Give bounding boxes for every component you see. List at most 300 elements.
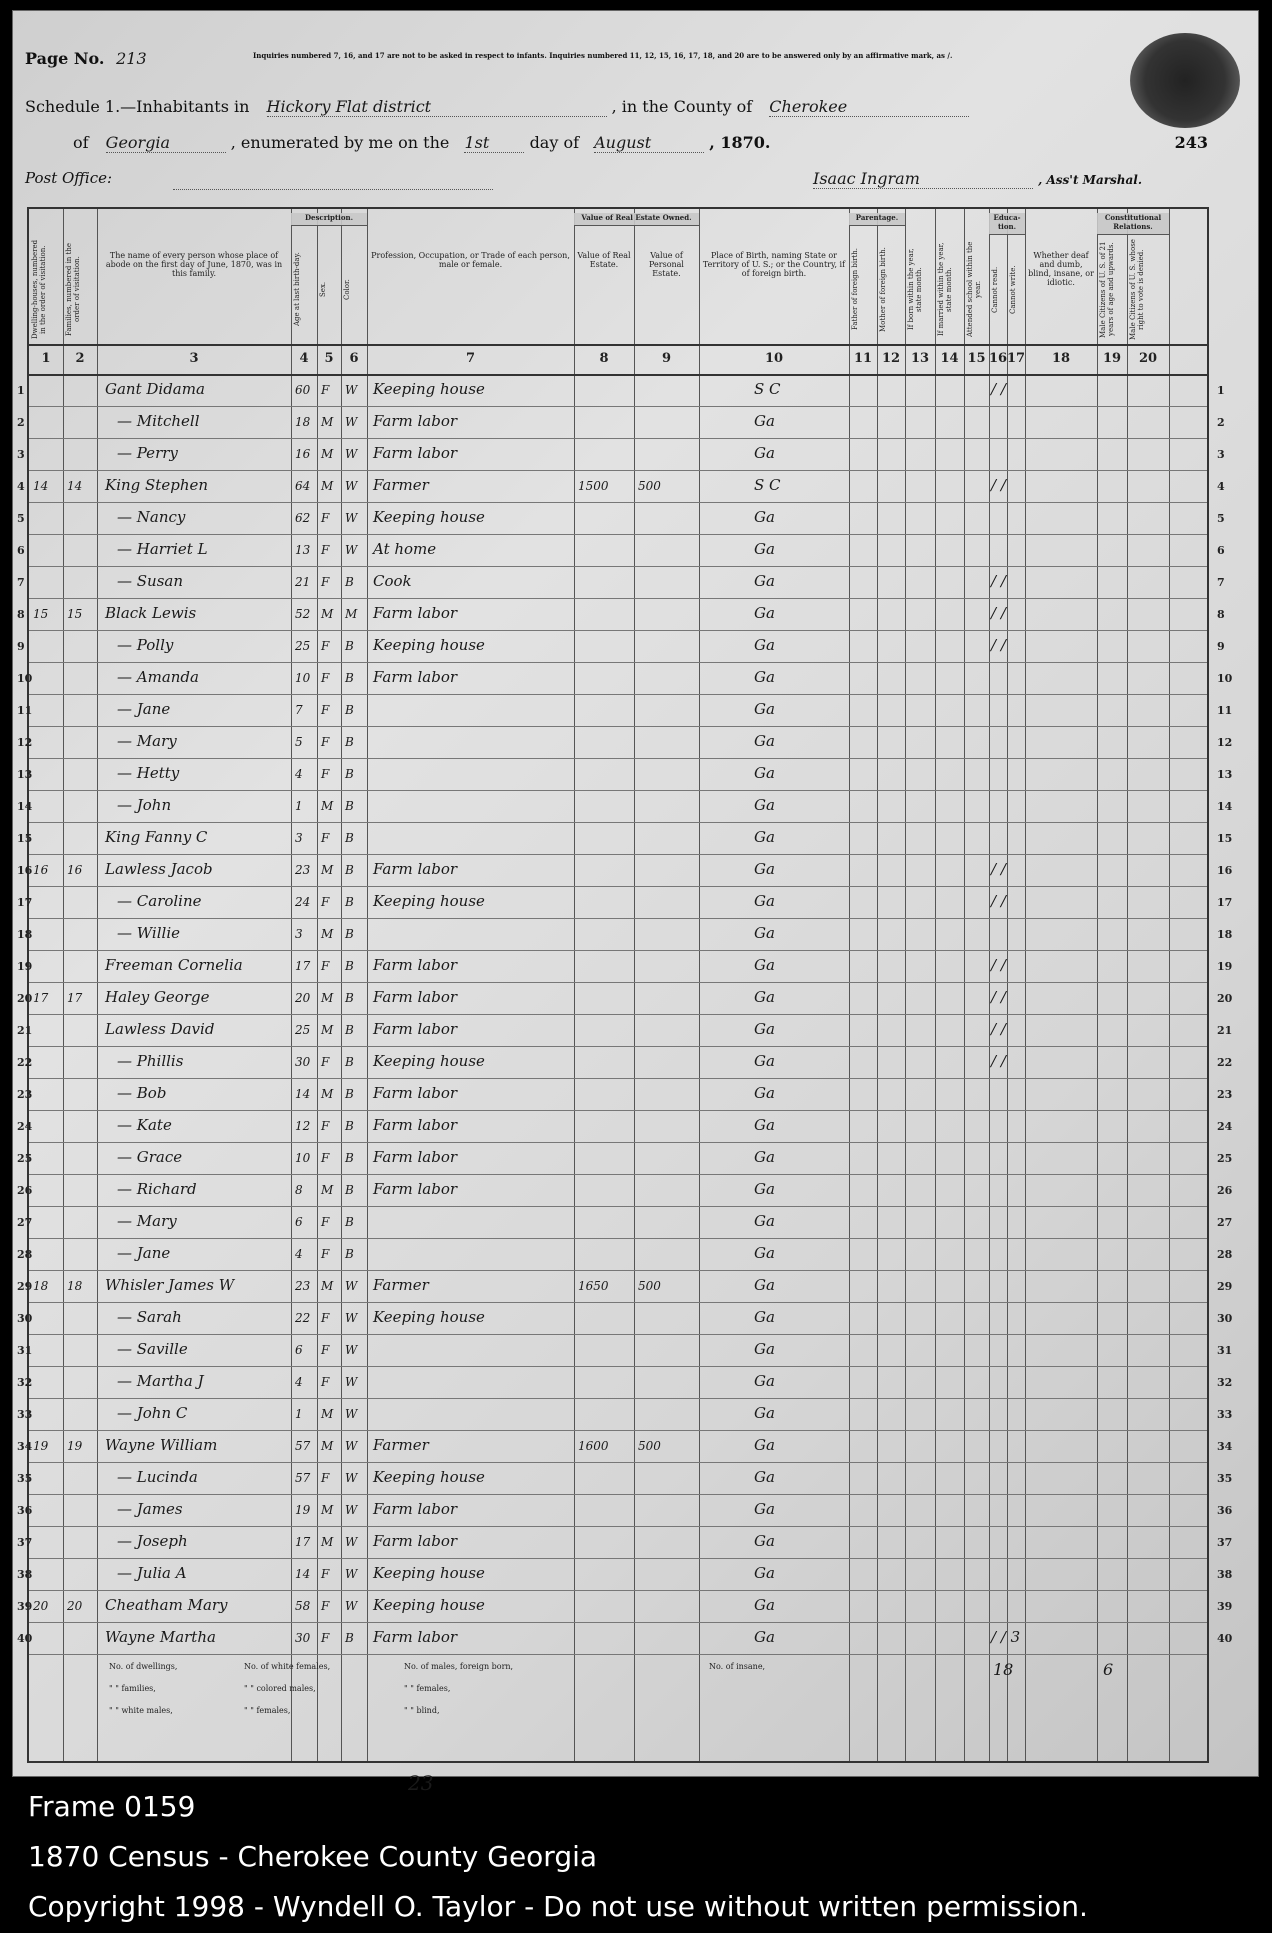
age: 19 <box>295 1503 311 1517</box>
column-group-label: Parentage. <box>849 213 905 226</box>
occupation: Farm labor <box>373 956 458 974</box>
person-name: — Sarah <box>117 1308 182 1326</box>
age: 12 <box>295 1119 311 1133</box>
age: 18 <box>295 415 311 429</box>
age: 21 <box>295 575 311 589</box>
color: B <box>345 927 354 941</box>
person-name: — Bob <box>117 1084 167 1102</box>
schedule-prefix: Schedule 1.—Inhabitants in <box>25 97 250 116</box>
table-row <box>29 790 1207 822</box>
sex: F <box>321 511 330 525</box>
table-row <box>29 566 1207 598</box>
sex: F <box>321 1375 330 1389</box>
line-number: 24 <box>1217 1120 1233 1133</box>
table-row <box>29 1494 1207 1526</box>
line-number: 31 <box>1217 1344 1233 1357</box>
table-row <box>29 1142 1207 1174</box>
age: 57 <box>295 1471 311 1485</box>
age: 17 <box>295 1535 311 1549</box>
table-row <box>29 1462 1207 1494</box>
person-name: — Nancy <box>117 508 186 526</box>
enumeration-line <box>73 133 770 153</box>
table-row <box>29 630 1207 662</box>
color: B <box>345 1119 354 1133</box>
color: B <box>345 895 354 909</box>
column-header: Age at last birth-day. <box>293 252 301 327</box>
person-name: — Phillis <box>117 1052 184 1070</box>
day-field: 1st <box>464 133 524 153</box>
sex: F <box>321 1599 330 1613</box>
age: 10 <box>295 1151 311 1165</box>
color: B <box>345 1023 354 1037</box>
summary-label: " " blind, <box>404 1706 440 1715</box>
day-of-label: day of <box>529 133 580 152</box>
age: 14 <box>295 1567 311 1581</box>
birthplace: Ga <box>754 1180 775 1198</box>
color: W <box>345 1535 358 1549</box>
person-name: Wayne Martha <box>105 1628 216 1646</box>
education-marks: / / <box>991 860 1006 878</box>
person-name: Freeman Cornelia <box>105 956 243 974</box>
column-number: 13 <box>910 351 930 366</box>
person-name: — Hetty <box>117 764 180 782</box>
line-number: 7 <box>1217 576 1225 589</box>
person-name: — Richard <box>117 1180 197 1198</box>
birthplace: Ga <box>754 1596 775 1614</box>
age: 16 <box>295 447 311 461</box>
person-name: King Fanny C <box>105 828 208 846</box>
footer-copyright: Copyright 1998 - Wyndell O. Taylor - Do not use without written permission. <box>28 1890 1088 1923</box>
column-number: 4 <box>299 351 309 366</box>
person-name: — Amanda <box>117 668 199 686</box>
table-row <box>29 886 1207 918</box>
age: 24 <box>295 895 311 909</box>
education-marks: / / <box>991 892 1006 910</box>
color: W <box>345 1343 358 1357</box>
district-field: Hickory Flat district <box>267 97 607 117</box>
post-office-field <box>173 189 493 190</box>
line-number: 9 <box>1217 640 1225 653</box>
color: W <box>345 415 358 429</box>
line-number: 22 <box>1217 1056 1233 1069</box>
person-name: Black Lewis <box>105 604 197 622</box>
column-number: 20 <box>1138 351 1158 366</box>
column-header: If born within the year, state month. <box>907 248 923 331</box>
sex: M <box>321 1503 334 1517</box>
line-number: 5 <box>1217 512 1225 525</box>
birthplace: Ga <box>754 1468 775 1486</box>
sex: F <box>321 703 330 717</box>
line-number: 12 <box>17 736 33 749</box>
column-number: 12 <box>881 351 901 366</box>
line-number: 23 <box>17 1088 33 1101</box>
birthplace: Ga <box>754 604 775 622</box>
age: 64 <box>295 479 311 493</box>
column-number: 2 <box>75 351 85 366</box>
occupation: Farmer <box>373 1276 429 1294</box>
table-row <box>29 1206 1207 1238</box>
occupation: Keeping house <box>373 892 485 910</box>
sex: F <box>321 831 330 845</box>
county-prefix: , in the County of <box>611 97 753 116</box>
birthplace: Ga <box>754 732 775 750</box>
line-number: 21 <box>1217 1024 1233 1037</box>
person-name: — Mary <box>117 1212 177 1230</box>
sex: F <box>321 575 330 589</box>
line-number: 2 <box>1217 416 1225 429</box>
line-number: 31 <box>17 1344 33 1357</box>
table-row <box>29 1270 1207 1302</box>
footer-title: 1870 Census - Cherokee County Georgia <box>28 1840 598 1873</box>
sex: M <box>321 1535 334 1549</box>
age: 6 <box>295 1343 303 1357</box>
birthplace: Ga <box>754 1020 775 1038</box>
column-number: 16 <box>989 351 1008 366</box>
birthplace: Ga <box>754 1372 775 1390</box>
age: 25 <box>295 1023 311 1037</box>
occupation: Farm labor <box>373 988 458 1006</box>
line-number: 8 <box>1217 608 1225 621</box>
birthplace: Ga <box>754 540 775 558</box>
summary-tally: 18 <box>993 1660 1014 1679</box>
column-header: Sex. <box>319 281 327 298</box>
occupation: Keeping house <box>373 1596 485 1614</box>
line-number: 29 <box>17 1280 33 1293</box>
line-number: 13 <box>1217 768 1233 781</box>
line-number: 14 <box>17 800 33 813</box>
table-row <box>29 1430 1207 1462</box>
age: 7 <box>295 703 303 717</box>
sex: F <box>321 1471 330 1485</box>
person-name: — John C <box>117 1404 188 1422</box>
birthplace: Ga <box>754 1404 775 1422</box>
table-row <box>29 1334 1207 1366</box>
sex: M <box>321 479 334 493</box>
sex: F <box>321 735 330 749</box>
birthplace: Ga <box>754 988 775 1006</box>
personal-estate-value: 500 <box>638 479 661 493</box>
sex: F <box>321 959 330 973</box>
person-name: — Harriet L <box>117 540 208 558</box>
footer-frame: Frame 0159 <box>28 1790 196 1823</box>
enumerated-prefix: , enumerated by me on the <box>230 133 450 152</box>
sex: F <box>321 671 330 685</box>
line-number: 19 <box>17 960 33 973</box>
birthplace: Ga <box>754 796 775 814</box>
table-row <box>29 438 1207 470</box>
person-name: — Jane <box>117 700 171 718</box>
color: B <box>345 575 354 589</box>
column-number: 10 <box>764 351 784 366</box>
age: 60 <box>295 383 311 397</box>
line-number: 33 <box>17 1408 33 1421</box>
education-marks: / / <box>991 380 1006 398</box>
age: 4 <box>295 767 303 781</box>
column-number: 19 <box>1102 351 1122 366</box>
occupation: Farm labor <box>373 1116 458 1134</box>
line-number: 18 <box>17 928 33 941</box>
color: B <box>345 767 354 781</box>
summary-label: No. of dwellings, <box>109 1662 178 1671</box>
line-number: 20 <box>1217 992 1233 1005</box>
birthplace: Ga <box>754 700 775 718</box>
education-marks: / / <box>991 476 1006 494</box>
sex: F <box>321 1215 330 1229</box>
state-field: Georgia <box>106 133 226 153</box>
sex: M <box>321 415 334 429</box>
education-marks: / / <box>991 604 1006 622</box>
line-number: 36 <box>1217 1504 1233 1517</box>
line-number: 12 <box>1217 736 1233 749</box>
real-estate-value: 1650 <box>578 1279 609 1293</box>
line-number: 23 <box>1217 1088 1233 1101</box>
birthplace: Ga <box>754 892 775 910</box>
table-row <box>29 502 1207 534</box>
column-group-label: Value of Real Estate Owned. <box>574 213 699 226</box>
age: 4 <box>295 1247 303 1261</box>
instruction-note: Inquiries numbered 7, 16, and 17 are not to be asked in respect to infants. Inquiries numbered 11, 12, 15, 16, 17, 18, and 20 are to be answered only by an affirmative mark, as /. <box>253 51 953 60</box>
occupation: Farm labor <box>373 444 458 462</box>
color: W <box>345 383 358 397</box>
occupation: Farmer <box>373 476 429 494</box>
sex: F <box>321 1055 330 1069</box>
table-row <box>29 662 1207 694</box>
column-header: Profession, Occupation, or Trade of each person, male or female. <box>371 251 570 269</box>
age: 30 <box>295 1631 311 1645</box>
birthplace: Ga <box>754 1628 775 1646</box>
column-header: Value of Personal Estate. <box>649 251 684 278</box>
column-number: 9 <box>661 351 672 366</box>
family-number: 14 <box>67 479 83 493</box>
table-row <box>29 1526 1207 1558</box>
page-number: 213 <box>116 49 147 68</box>
age: 20 <box>295 991 311 1005</box>
line-number: 30 <box>1217 1312 1233 1325</box>
dwelling-number: 15 <box>33 607 49 621</box>
line-number: 29 <box>1217 1280 1233 1293</box>
person-name: — Lucinda <box>117 1468 198 1486</box>
real-estate-value: 1500 <box>578 479 609 493</box>
occupation: Keeping house <box>373 1468 485 1486</box>
age: 52 <box>295 607 311 621</box>
sex: F <box>321 1343 330 1357</box>
occupation: Keeping house <box>373 1564 485 1582</box>
column-header: Cannot write. <box>1009 265 1017 314</box>
line-number: 14 <box>1217 800 1233 813</box>
occupation: Farm labor <box>373 1084 458 1102</box>
column-header: The name of every person whose place of abode on the first day of June, 1870, was in this family. <box>105 251 283 278</box>
age: 3 <box>295 927 303 941</box>
table-row <box>29 1110 1207 1142</box>
column-number: 3 <box>189 351 199 366</box>
table-row <box>29 1622 1207 1654</box>
birthplace: Ga <box>754 1436 775 1454</box>
table-row <box>29 470 1207 502</box>
person-name: Lawless Jacob <box>105 860 213 878</box>
person-name: — Grace <box>117 1148 183 1166</box>
line-number: 22 <box>17 1056 33 1069</box>
column-number: 1 <box>41 351 51 366</box>
family-number: 16 <box>67 863 83 877</box>
table-row <box>29 1014 1207 1046</box>
occupation: Keeping house <box>373 508 485 526</box>
color: W <box>345 1439 358 1453</box>
age: 22 <box>295 1311 311 1325</box>
birthplace: S C <box>754 380 781 398</box>
color: W <box>345 511 358 525</box>
year-label: , 1870. <box>709 133 771 152</box>
column-header: Mother of foreign birth. <box>879 247 887 332</box>
column-number: 15 <box>967 351 986 366</box>
person-name: — Mitchell <box>117 412 200 430</box>
sex: M <box>321 1279 334 1293</box>
age: 5 <box>295 735 303 749</box>
column-group-label: Description. <box>291 213 367 226</box>
personal-estate-value: 500 <box>638 1439 661 1453</box>
occupation: Cook <box>373 572 412 590</box>
line-number: 24 <box>17 1120 33 1133</box>
table-row <box>29 1558 1207 1590</box>
occupation: Farm labor <box>373 1532 458 1550</box>
column-header: Father of foreign birth. <box>851 248 859 331</box>
occupation: Farm labor <box>373 1148 458 1166</box>
personal-estate-value: 500 <box>638 1279 661 1293</box>
birthplace: Ga <box>754 668 775 686</box>
age: 6 <box>295 1215 303 1229</box>
birthplace: Ga <box>754 956 775 974</box>
table-row <box>29 918 1207 950</box>
table-row <box>29 598 1207 630</box>
birthplace: Ga <box>754 1148 775 1166</box>
sex: M <box>321 1183 334 1197</box>
column-header: Cannot read. <box>991 266 999 313</box>
person-name: — Willie <box>117 924 180 942</box>
occupation: Keeping house <box>373 380 485 398</box>
family-number: 15 <box>67 607 83 621</box>
table-row <box>29 374 1207 406</box>
summary-label: " " white males, <box>109 1706 173 1715</box>
color: B <box>345 799 354 813</box>
line-number: 15 <box>1217 832 1233 845</box>
person-name: — Kate <box>117 1116 172 1134</box>
table-row <box>29 982 1207 1014</box>
birthplace: Ga <box>754 508 775 526</box>
color: B <box>345 991 354 1005</box>
education-marks: / / <box>991 572 1006 590</box>
line-number: 10 <box>1217 672 1233 685</box>
line-number: 3 <box>17 448 25 461</box>
education-marks: / / <box>991 956 1006 974</box>
color: W <box>345 447 358 461</box>
table-row <box>29 1398 1207 1430</box>
table-row <box>29 1302 1207 1334</box>
post-office-label: Post Office: <box>25 169 113 187</box>
occupation: Farmer <box>373 1436 429 1454</box>
birthplace: Ga <box>754 860 775 878</box>
sex: F <box>321 1567 330 1581</box>
line-number: 18 <box>1217 928 1233 941</box>
column-header: Male Citizens of U. S. whose right to vote is denied. <box>1129 239 1145 340</box>
occupation: Farm labor <box>373 1180 458 1198</box>
age: 13 <box>295 543 311 557</box>
table-row <box>29 1366 1207 1398</box>
age: 23 <box>295 863 311 877</box>
family-number: 20 <box>67 1599 83 1613</box>
birthplace: Ga <box>754 1340 775 1358</box>
line-number: 17 <box>1217 896 1233 909</box>
line-number: 1 <box>1217 384 1225 397</box>
line-number: 4 <box>1217 480 1225 493</box>
education-marks: / / <box>991 636 1006 654</box>
color: W <box>345 543 358 557</box>
person-name: Cheatham Mary <box>105 1596 228 1614</box>
table-row <box>29 758 1207 790</box>
person-name: — John <box>117 796 172 814</box>
line-number: 10 <box>17 672 33 685</box>
column-header: Whether deaf and dumb, blind, insane, or idiotic. <box>1028 251 1094 287</box>
line-number: 6 <box>1217 544 1225 557</box>
person-name: — Joseph <box>117 1532 188 1550</box>
occupation: Farm labor <box>373 604 458 622</box>
person-name: — Jane <box>117 1244 171 1262</box>
column-header: Families, numbered in the order of visitation. <box>65 243 81 337</box>
table-row <box>29 1590 1207 1622</box>
column-number: 17 <box>1007 351 1026 366</box>
sex: M <box>321 1023 334 1037</box>
line-number: 6 <box>17 544 25 557</box>
column-header: Male Citizens of U. S. of 21 years of age and upwards. <box>1099 241 1115 338</box>
sex: F <box>321 1119 330 1133</box>
color: B <box>345 1215 354 1229</box>
line-number: 35 <box>1217 1472 1233 1485</box>
age: 14 <box>295 1087 311 1101</box>
column-group-label: Educa-tion. <box>989 213 1025 235</box>
line-number: 30 <box>17 1312 33 1325</box>
sex: M <box>321 1087 334 1101</box>
table-row <box>29 694 1207 726</box>
table-row <box>29 1046 1207 1078</box>
line-number: 16 <box>17 864 33 877</box>
line-number: 32 <box>17 1376 33 1389</box>
dwelling-number: 17 <box>33 991 49 1005</box>
age: 1 <box>295 799 303 813</box>
birthplace: Ga <box>754 1084 775 1102</box>
color: B <box>345 863 354 877</box>
state-prefix: of <box>73 133 89 152</box>
line-number: 5 <box>17 512 25 525</box>
line-number: 17 <box>17 896 33 909</box>
age: 10 <box>295 671 311 685</box>
page-bottom-number: 23 <box>408 1771 434 1795</box>
summary-label: " " families, <box>109 1684 156 1693</box>
county-field: Cherokee <box>769 97 969 117</box>
birthplace: S C <box>754 476 781 494</box>
column-header: Value of Real Estate. <box>577 251 631 269</box>
column-header: Dwelling-houses, numbered in the order of visitation. <box>31 239 47 340</box>
line-number: 37 <box>17 1536 33 1549</box>
color: W <box>345 1311 358 1325</box>
line-number: 11 <box>17 704 33 717</box>
table-row <box>29 406 1207 438</box>
table-row <box>29 534 1207 566</box>
table-row <box>29 1238 1207 1270</box>
line-number: 39 <box>17 1600 33 1613</box>
month-field: August <box>594 133 704 153</box>
summary-tally: 6 <box>1103 1660 1114 1679</box>
sex: M <box>321 863 334 877</box>
census-sheet <box>12 10 1259 1795</box>
color: W <box>345 479 358 493</box>
